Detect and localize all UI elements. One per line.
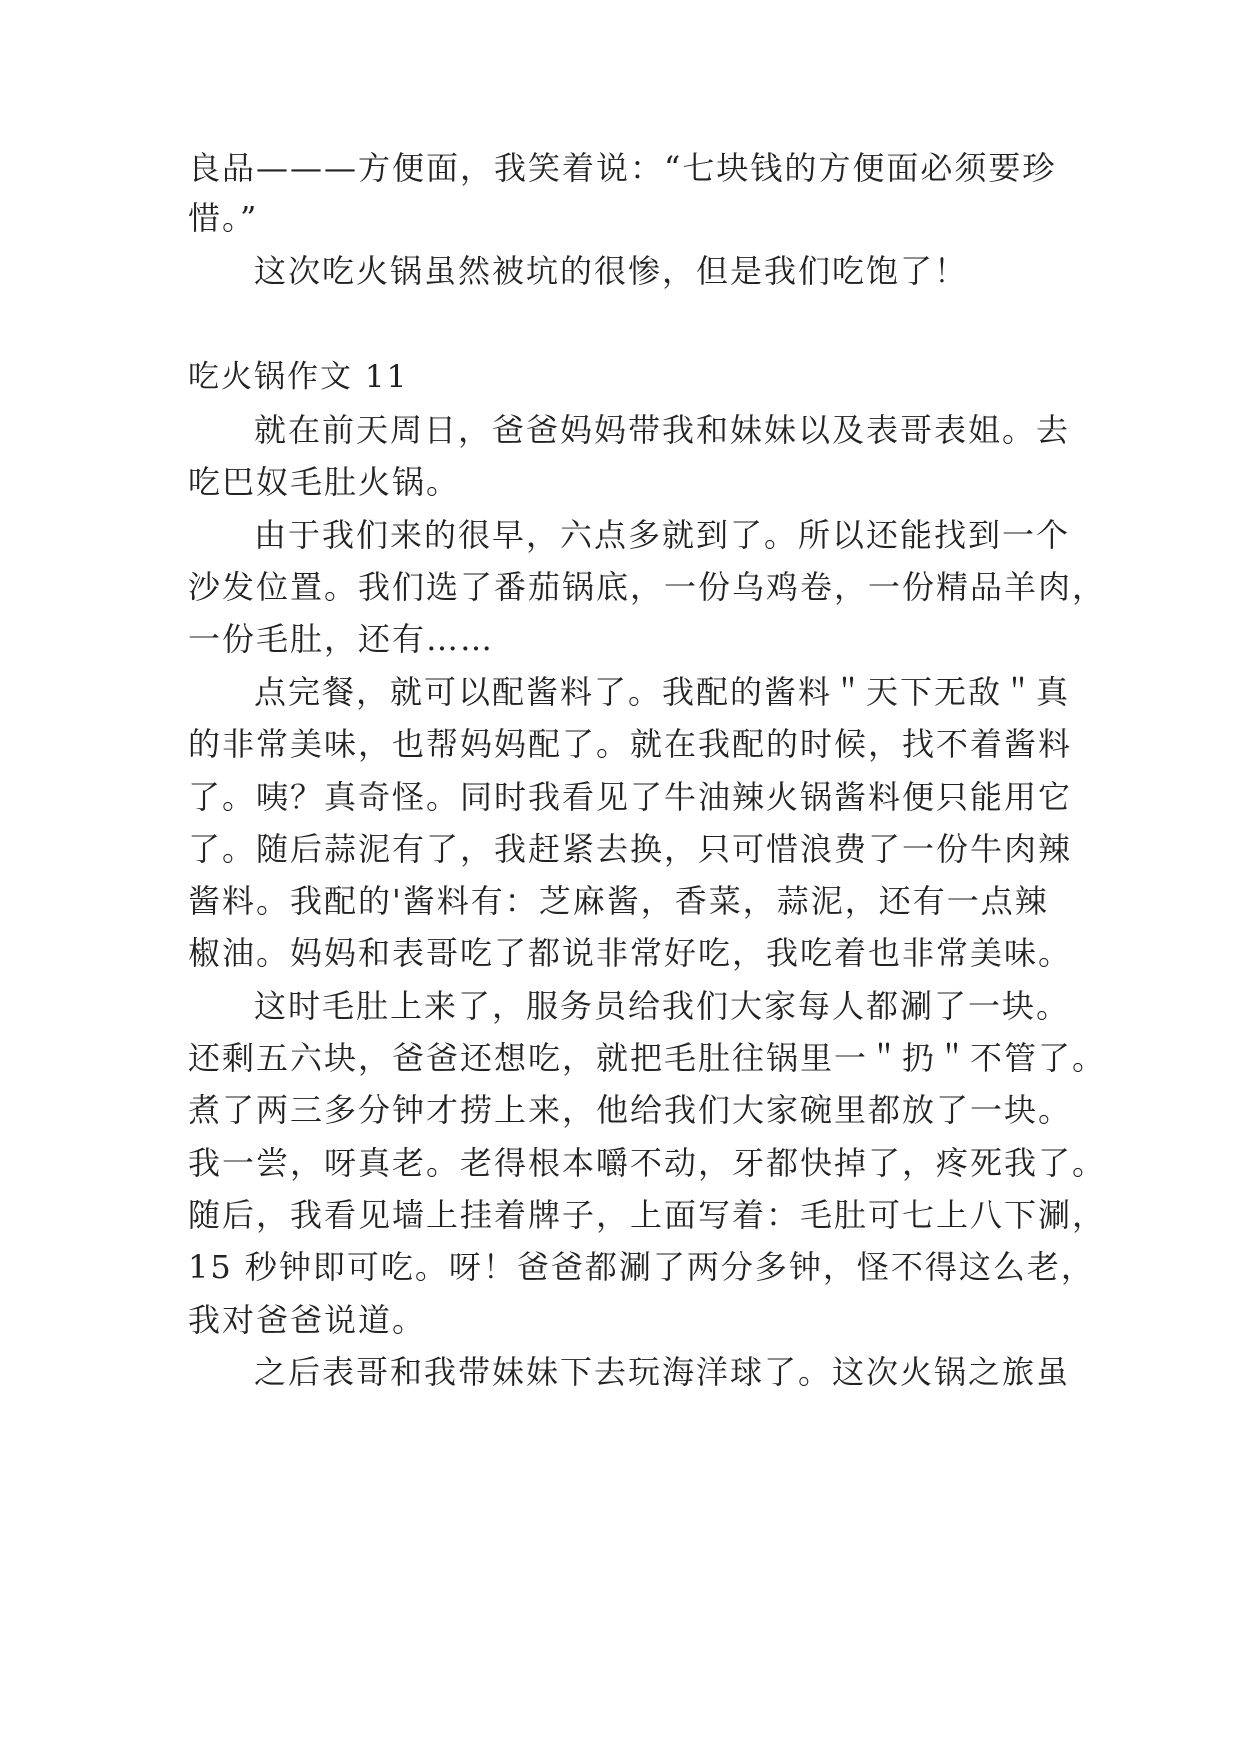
text-line: 这时毛肚上来了，服务员给我们大家每人都涮了一块。 <box>254 987 1071 1025</box>
section-heading: 吃火锅作文 11 <box>188 359 409 395</box>
text-line: 这次吃火锅虽然被坑的很惨，但是我们吃饱了！ <box>254 252 969 290</box>
text-line: 由于我们来的很早，六点多就到了。所以还能找到一个 <box>254 516 1071 554</box>
text-line: 的非常美味，也帮妈妈配了。就在我配的时候，找不着酱料 <box>188 725 1073 763</box>
text-line: 沙发位置。我们选了番茄锅底，一份乌鸡卷，一份精品羊肉， <box>188 568 1107 606</box>
text-line: 就在前天周日，爸爸妈妈带我和妹妹以及表哥表姐。去 <box>254 411 1071 449</box>
text-line: 15 秒钟即可吃。呀！爸爸都涮了两分多钟，怪不得这么老， <box>188 1248 1095 1286</box>
text-line: 了。随后蒜泥有了，我赶紧去换，只可惜浪费了一份牛肉辣 <box>188 830 1073 868</box>
text-line: 椒油。妈妈和表哥吃了都说非常好吃，我吃着也非常美味。 <box>188 934 1073 972</box>
text-line: 一份毛肚，还有…… <box>188 620 495 658</box>
text-line: 我对爸爸说道。 <box>188 1301 427 1339</box>
text-line: 煮了两三多分钟才捞上来，他给我们大家碗里都放了一块。 <box>188 1091 1073 1129</box>
text-line: 良品———方便面，我笑着说：“七块钱的方便面必须要珍 <box>188 149 1057 187</box>
text-line: 吃巴奴毛肚火锅。 <box>188 463 461 501</box>
text-line: 了。咦？真奇怪。同时我看见了牛油辣火锅酱料便只能用它 <box>188 778 1073 816</box>
text-line: 我一尝，呀真老。老得根本嚼不动，牙都快掉了，疼死我了。 <box>188 1144 1107 1182</box>
text-line: 还剩五六块，爸爸还想吃，就把毛肚往锅里一＂扔＂不管了。 <box>188 1039 1107 1077</box>
text-line: 惜。” <box>188 199 259 237</box>
text-line: 之后表哥和我带妹妹下去玩海洋球了。这次火锅之旅虽 <box>254 1353 1071 1391</box>
text-line: 酱料。我配的'酱料有：芝麻酱，香菜，蒜泥，还有一点辣 <box>188 882 1049 920</box>
text-line: 随后，我看见墙上挂着牌子，上面写着：毛肚可七上八下涮， <box>188 1196 1107 1234</box>
text-line: 点完餐，就可以配酱料了。我配的酱料＂天下无敌＂真 <box>254 673 1071 711</box>
